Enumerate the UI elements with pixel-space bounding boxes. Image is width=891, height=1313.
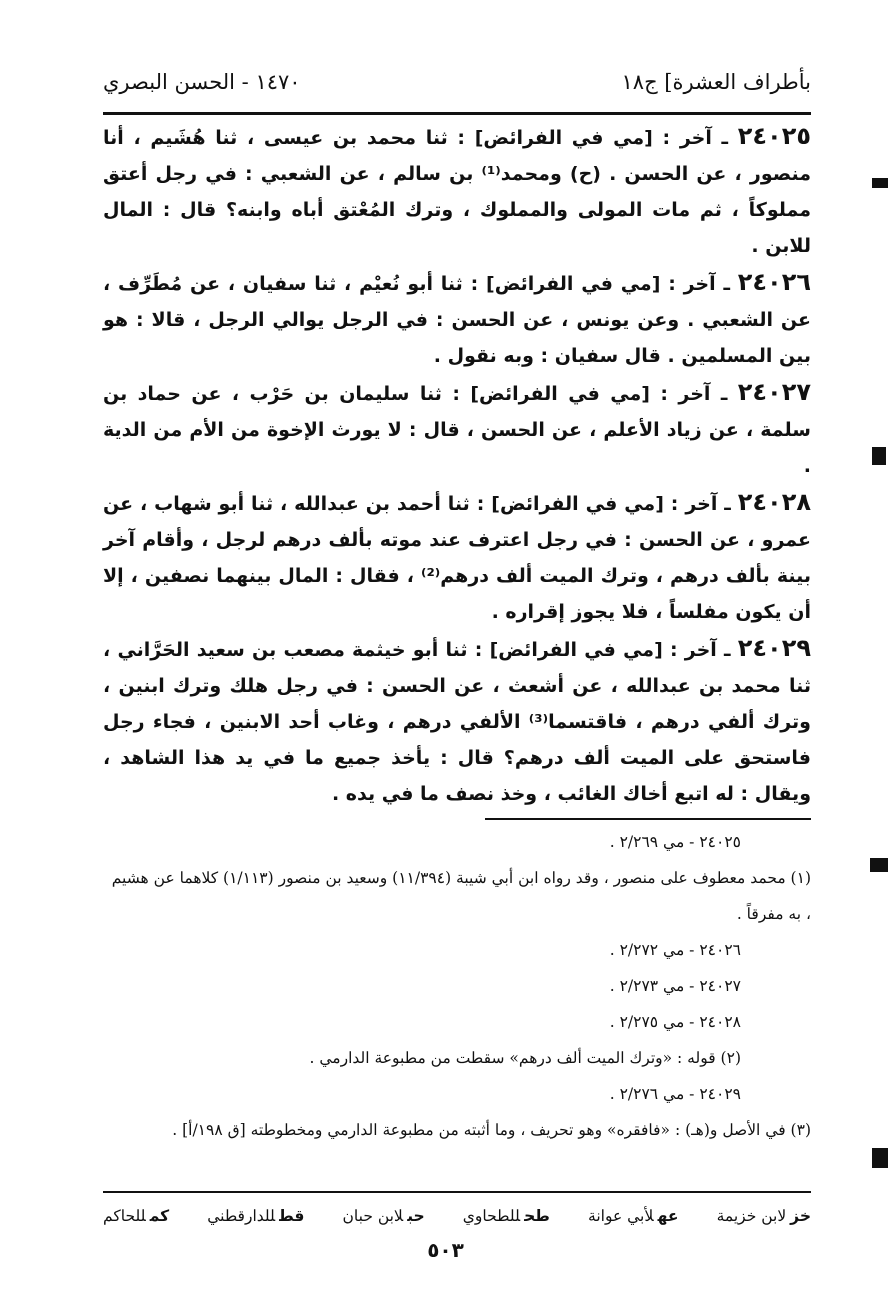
edge-mark [870, 858, 888, 872]
footnote-rule [485, 818, 811, 820]
abbreviation-meaning: للحاكم [103, 1207, 146, 1225]
entry-number: ٢٤٠٢٨ [737, 488, 811, 516]
footnote-source: ٢٤٠٢٥ - مي ٢/٢٦٩ . [609, 833, 741, 851]
entry-text: ـ آخر : [مي في الفرائض] : ثنا أحمد بن عبدالله ، ثنا أبو شهاب ، عن عمرو ، عن الحسن : في رجل اعترف عند موته بألف درهم لرجل ، وأقام آخر بينة بألف درهم ، وترك الميت ألف درهم⁽²⁾ ، فقال : المال بينهما نصفين ، إلا أن يكون مفلساً ، فلا يجوز إقراره . [103, 493, 811, 623]
entry-number: ٢٤٠٢٧ [737, 378, 811, 406]
footnote-note: (١) محمد معطوف على منصور ، وقد رواه ابن أبي شيبة (١١/٣٩٤) وسعيد بن منصور (١/١١٣) كلاهما عن هشيم ، به مفرقاً . [111, 869, 811, 923]
footnote-note: (٣) في الأصل و(هـ) : «فافقره» وهو تحريف ، وما أثبته من مطبوعة الدارمي ومخطوطته [ق ١٩٨/أ] . [172, 1121, 811, 1139]
entry-text: ـ آخر : [مي في الفرائض] : ثنا أبو خيثمة مصعب بن سعيد الحَرَّاني ، ثنا محمد بن عبدالله ، عن أشعث ، عن الحسن : في رجل هلك وترك ابنين ، وترك ألفي درهم ، فاقتسما⁽³⁾ الألفي درهم ، وغاب أحد الابنين ، فجاء رجل فاستحق على الميت ألف درهم؟ قال : يأخذ جميع ما في يد هذا الشاهد ، ويقال : له اتبع أخاك الغائب ، وخذ نصف ما في يده . [103, 639, 811, 805]
hadith-entry [103, 484, 811, 630]
abbreviation-item [343, 1207, 425, 1225]
footnote-source: ٢٤٠٢٨ - مي ٢/٢٧٥ . [609, 1013, 741, 1031]
header-section-title: ١٤٧٠ - الحسن البصري [103, 70, 301, 94]
abbreviation-item [717, 1207, 811, 1225]
header-book-title: بأطراف العشرة] ج١٨ [621, 70, 811, 94]
edge-mark [872, 1148, 888, 1168]
abbreviation-meaning: للطحاوي [462, 1207, 521, 1225]
entry-number: ٢٤٠٢٥ [737, 122, 811, 150]
entry-text: ـ آخر : [مي في الفرائض] : ثنا محمد بن عيسى ، ثنا هُشَيم ، أنا منصور ، عن الحسن . (ح) ومحمد⁽¹⁾ بن سالم ، عن الشعبي : في رجل أعتق مملوكاً ، ثم مات المولى والمملوك ، وترك المُعْتق أباه وابنه؟ قال : المال للابن . [103, 127, 811, 257]
hadith-entry [103, 264, 811, 374]
abbreviation-code: طح [524, 1207, 550, 1225]
entry-text: ـ آخر : [مي في الفرائض] : ثنا أبو نُعيْم ، ثنا سفيان ، عن مُطَرِّف ، عن الشعبي . وعن يونس ، عن الحسن : في الرجل يوالي الرجل ، قالا : هو بين المسلمين . قال سفيان : وبه نقول . [103, 273, 811, 367]
abbreviation-meaning: لابن حبان [342, 1207, 404, 1225]
footnote-source: ٢٤٠٢٩ - مي ٢/٢٧٦ . [609, 1085, 741, 1103]
abbreviation-item [588, 1207, 678, 1225]
entry-number: ٢٤٠٢٦ [737, 268, 811, 296]
abbreviation-item [463, 1207, 550, 1225]
page-number: ٥٠٣ [427, 1238, 464, 1262]
running-header [103, 58, 811, 106]
abbreviation-meaning: لابن خزيمة [716, 1207, 787, 1225]
abbreviation-code: قط [279, 1207, 305, 1225]
hadith-entries [103, 118, 811, 812]
abbreviation-code: عه [657, 1207, 679, 1225]
header-rule [103, 112, 811, 115]
footnote-source: ٢٤٠٢٧ - مي ٢/٢٧٣ . [609, 977, 741, 995]
abbreviation-code: حب [407, 1207, 425, 1225]
entry-text: ـ آخر : [مي في الفرائض] : ثنا سليمان بن حَرْب ، عن حماد بن سلمة ، عن زياد الأعلم ، عن الحسن ، قال : لا يورث الإخوة من الأم من الدية . [103, 383, 811, 477]
footnotes [103, 824, 811, 1148]
hadith-entry [103, 630, 811, 812]
hadith-entry [103, 374, 811, 484]
abbreviation-code: خز [790, 1207, 811, 1225]
abbreviation-item [207, 1207, 304, 1225]
edge-mark [872, 178, 888, 188]
abbreviation-code: كم [149, 1207, 170, 1225]
abbreviation-item [103, 1207, 169, 1225]
abbreviations-legend [103, 1198, 811, 1234]
edge-mark [872, 447, 886, 465]
abbreviations-rule [103, 1191, 811, 1193]
hadith-entry [103, 118, 811, 264]
abbreviation-meaning: للدارقطني [207, 1207, 276, 1225]
footnote-source: ٢٤٠٢٦ - مي ٢/٢٧٢ . [609, 941, 741, 959]
entry-number: ٢٤٠٢٩ [737, 634, 811, 662]
footnote-note: (٢) قوله : «وترك الميت ألف درهم» سقطت من مطبوعة الدارمي . [309, 1049, 741, 1067]
abbreviation-meaning: لأبي عوانة [588, 1207, 654, 1225]
